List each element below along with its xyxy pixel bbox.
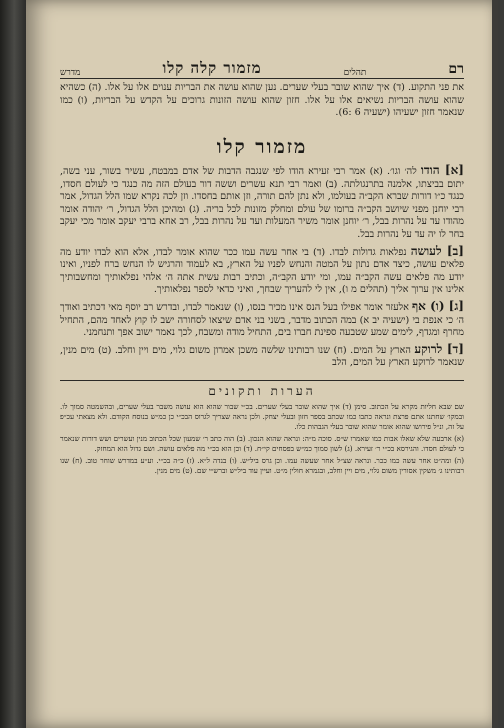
paragraph-text: הארץ על המים. (ח) שנו רבותינו שלשה משכן אמרון משום גלוי, מים ויין וחלב. (ט) מים מנין, שנאמר לרוקע הארץ על המים, הלב	[60, 344, 464, 369]
notes-divider	[60, 380, 464, 381]
psalm-paragraph	[60, 300, 464, 340]
notes-section	[60, 402, 464, 478]
psalm-paragraph	[60, 164, 464, 242]
psalm-body	[60, 164, 464, 373]
psalm-paragraph	[60, 343, 464, 370]
note-paragraph: (ה) ומה״ט אחר עשה כמו ככר. ונראה שצ״ל אחר שעשה עמו. וכן גרס ביל״ש. (ו) בנדה ל״א. (ז) כ״ה בכ״י. וע״ע במדרש שוחר טוב. (ח) שנו רבותינו ג׳ משקין אסורין משום גלוי, מים ויין וחלב, ובגמרא חולין מ״ט. ועיין עוד ביל״ש וברש״י שם. (ט) מים מנין.	[60, 456, 464, 475]
running-head	[60, 56, 464, 79]
psalm-heading: מזמור קלו	[216, 136, 308, 158]
book-name: תהלים	[343, 68, 367, 78]
book-page	[26, 0, 498, 728]
paragraph-text: אלעזר אומר אפילו בעל הנס אינו מכיר בנסו, (ו) שנאמר לבדו, ובדרש רב יוסף מאי דכתיב ואודך ה׳ כי אנפת בי (ישעיה יב א) במה הכתוב מדבר, בשני בני אדם שיצאו לסחורה ישב לו קוץ לאחד מהם, התחיל מחרף ומגדף, לימים שמע שטבעה ספינת חברו בים, התחיל מודה ומשבח, לכך נאמר ישוב אפך ותנחמני.	[59, 301, 464, 339]
book-binding	[0, 0, 26, 728]
page-edge	[492, 0, 498, 728]
paragraph-lead: [ג] (ו) אף	[411, 298, 464, 313]
paragraph-lead: [א] הודו	[420, 163, 464, 177]
source-name: מדרש	[60, 68, 81, 78]
note-paragraph: (א) ארבעה שלא שאלו אבות כמו שאמרו ש״ס. סוכה מ״ה: ונראה שהוא הנכון. (ב) הוה כתב ר׳ שמעון שכל הכתוב מנין ועשרים ושש דורות שנאמר כי לעולם חסדו. והגירסא בכ״י ר׳ זעירא. (ג) לשון סמוך כמ״ש בפסחים קי״ח. (ד) וכן הוא בכ״י מה פלאים עושה. ושם גדול הוא המחזק.	[60, 434, 464, 453]
paragraph-lead: [ב] לעושה	[410, 243, 464, 258]
psalm-paragraph	[60, 245, 464, 297]
note-paragraph: שם שבא חליות מקרא על הכתוב. סימן (ד) איך שהוא שובר בעלי שערים. בכ״י שבור שהוא הוא עושה משבר בעלי שערים, ובהשמטה סמוך לו. ובמקו׳ שחתנו אתם פרצת ונראה כתבו כמו שכתב בספר חזון ובעלי יצחק. ולכן נראה שצריך לגרוס הבכ״י כן כמ״ש בנוסח הקודם. ולא מצאתי עכ״פ על זה, ונ״ל פירושו שהוא אומר שהוא שובר בעלי הגבהות כלו.	[60, 402, 464, 431]
intro-text: את פני התקוע. (ד) איך שהוא שובר בעלי שערים. נען שהוא עושה את הבריות ענוים אלו על אלו. (ה) כשהיא שהוא עושה הבריות נשיאים אלו על אלו. חזון שהוא עושה הזונות גרוכים על הקדש על הבריות, (ו) כמו שנאמר חזון ישעיהו (ישעיה 6 :6).	[60, 82, 464, 119]
paragraph-text: נפלאות גדולות לבדו. (ד) בי אחר עשה עמו ככר שהוא אומר לבדו, אלא הוא לבדו יודע מה פלאים עושה, כיצד אדם נתון על המטה והנחש לפניו על הארץ, בא לעמוד והרגיש לו הנחש ברח לפניו, ואינו יודע מה פלאים עשה הקב״ה עמו, ומי יודע הקב״ה, וכתיב רבות עשית אתה ה׳ אלהי נפלאותיך ומחשבותיך אלינו אין ערוך אליך (תהלים מ ו), אין לי להעריך שבחך, ואיני כדאי לספר נפלאותיך.	[60, 246, 464, 296]
paragraph-text: לה׳ וגו׳. (א) אמר רבי זעירא הודו לפי שנגבה הדבות של אדם במבטח, עשיר בשור, עני בשה, יתום בביצתו, אלמנה בתרנגולתה. (ב) ואמר רבי תנא עשרים וששה דור בעולם הזה מה כנגד כי לעולם חסדו, כנגד כ״ו דורות שברא הקב״ה בעולמו, ולא נתן להם תורה, וזן אותם בחסדו. וזן לכה נקרא שמו הלל הגדול, אמר רבי יוחנן מפני שיושב הקב״ה ברומו של עולם ומחלק מזונות לכל בריה. (ג) ומהיכן הלל הגדול, ר׳ יהודה אומר מהודו עד על נהרות בבל, ר׳ יוחנן אומר משיר המעלות ועד על נהרות בבל, רב אחא ברבי יעקב אומר מכי יעקב בחר לו יה עד על נהרות בבל.	[60, 166, 464, 240]
page-title: מזמור קלה קלו	[162, 59, 262, 77]
paragraph-lead: [ד] לרוקע	[414, 341, 464, 356]
notes-heading: הערות ותקונים	[208, 384, 316, 398]
page-number: רם	[448, 61, 464, 77]
